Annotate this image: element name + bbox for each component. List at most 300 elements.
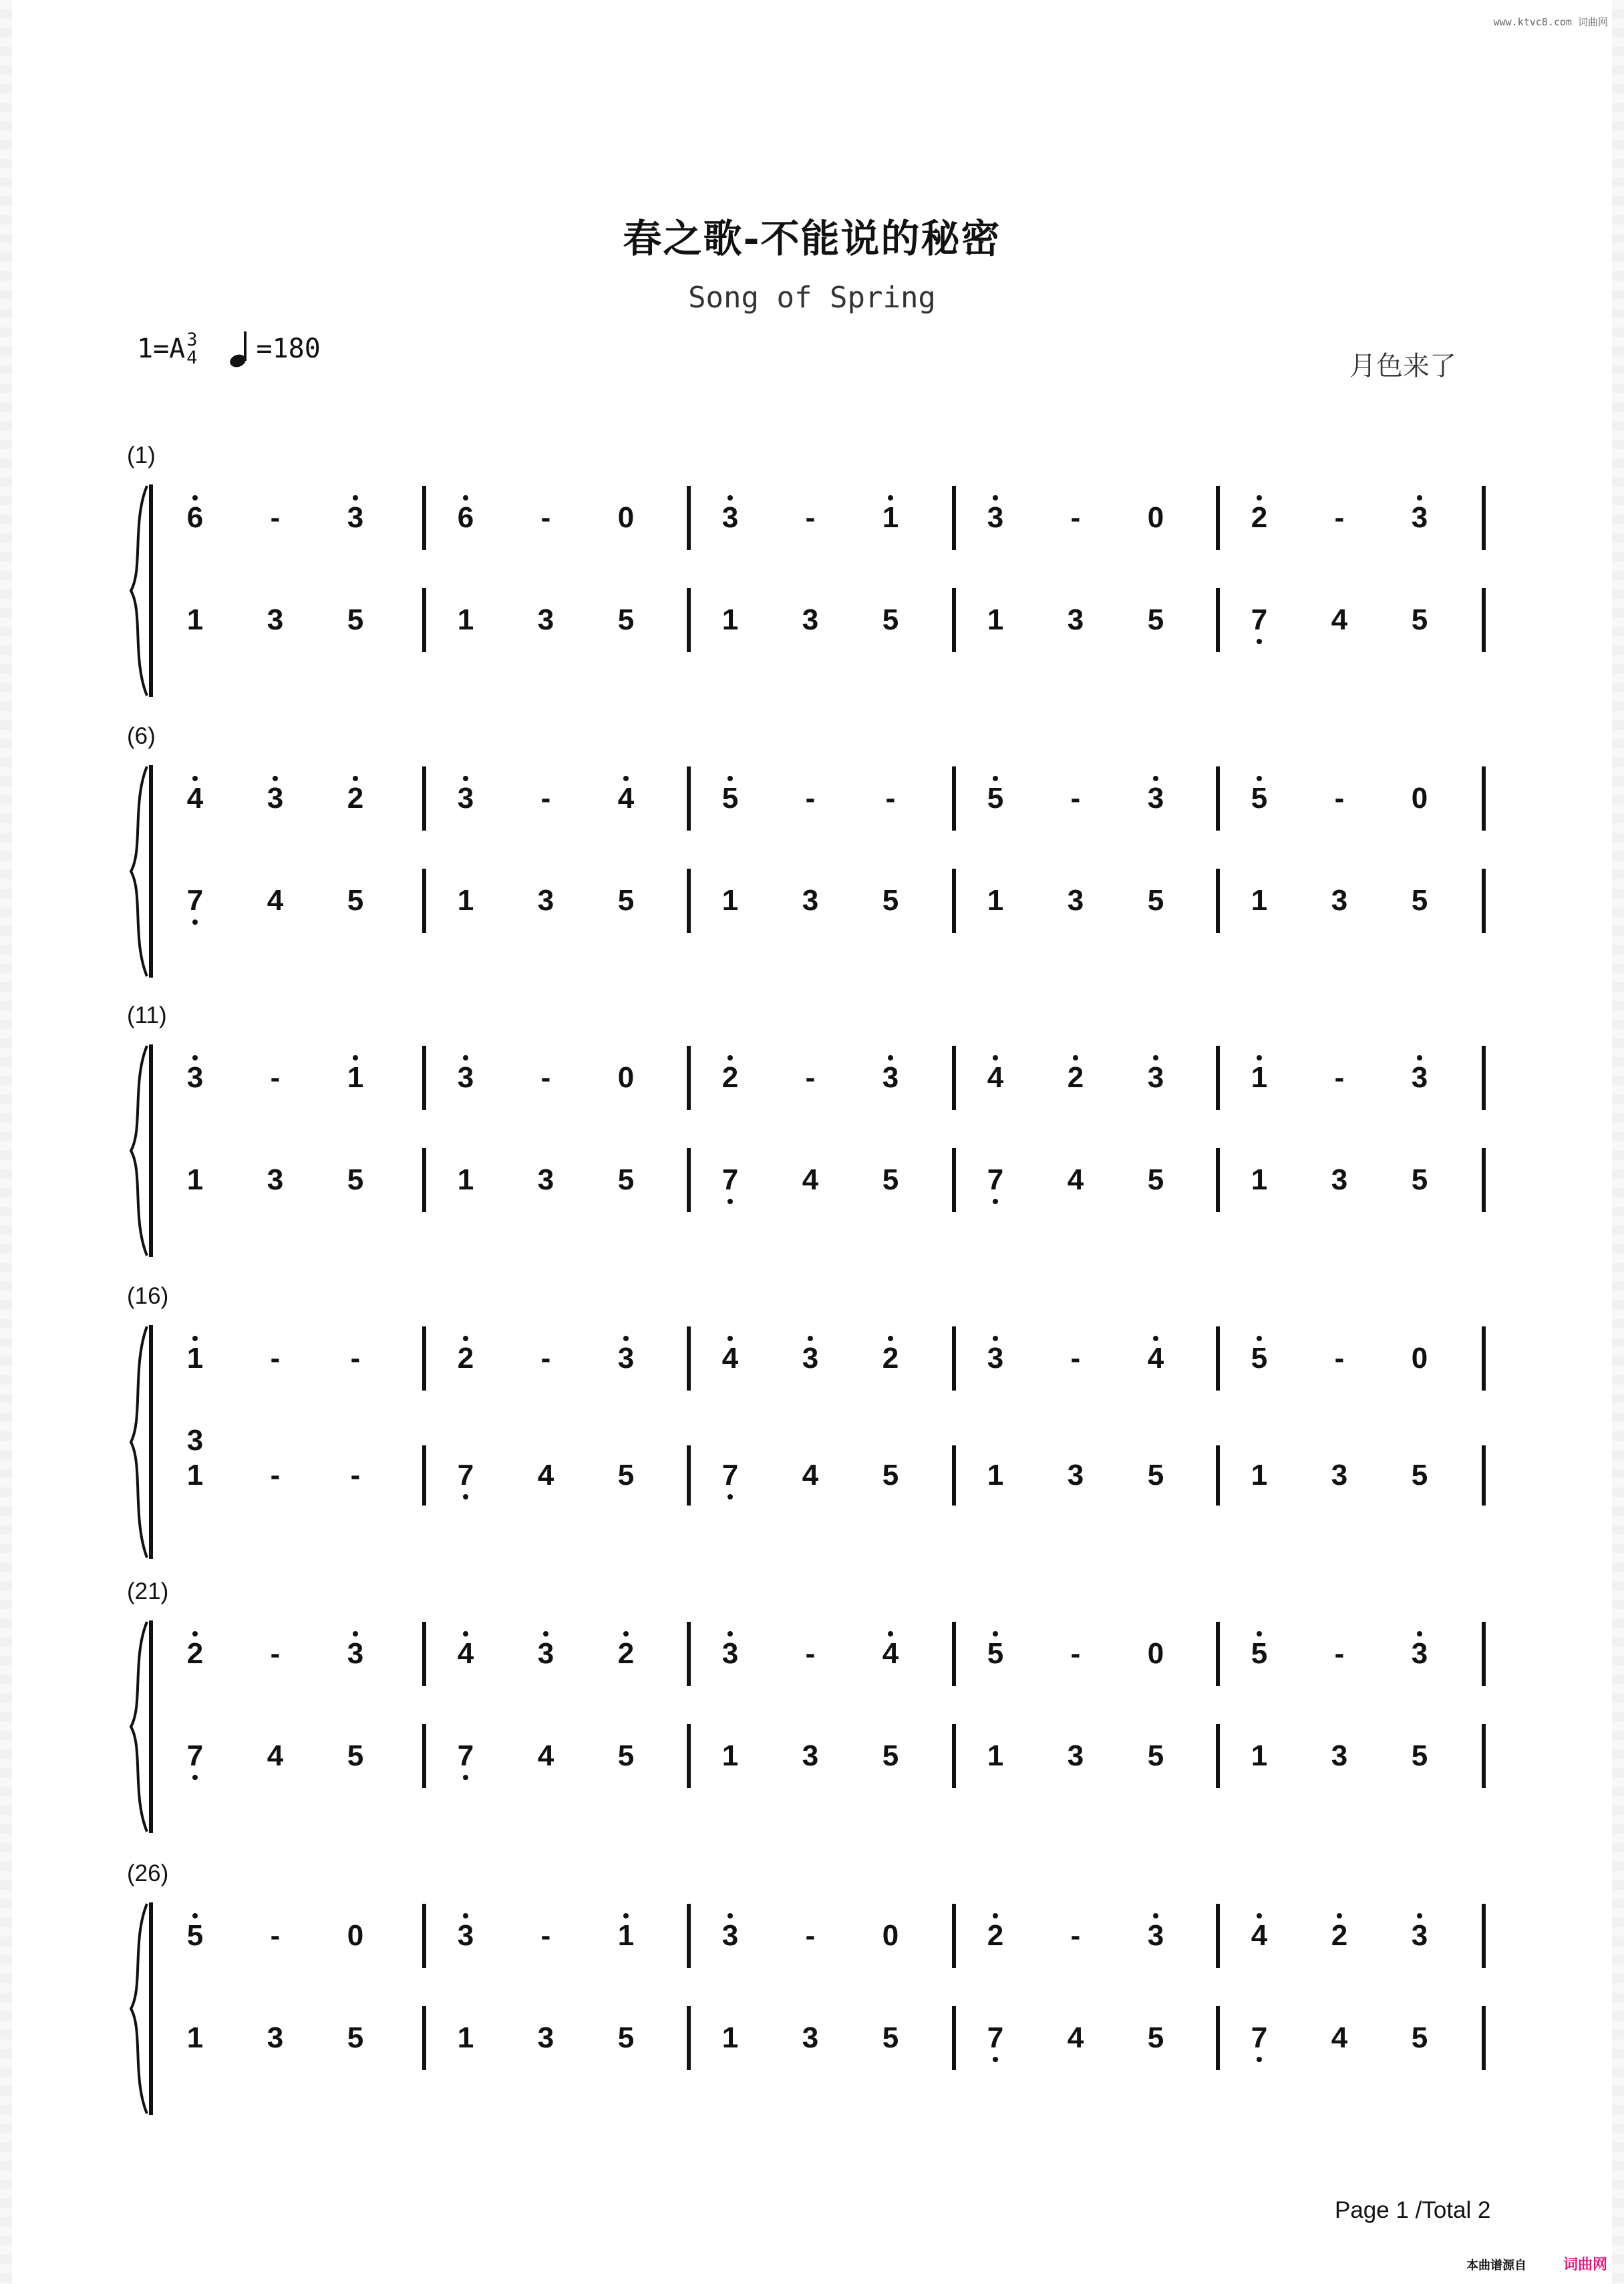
lower-note: 5 [882,1739,899,1772]
lower-note: 1 [457,2021,474,2054]
barline [1216,588,1220,652]
lower-note: 5 [617,1163,635,1196]
lower-note: 3 [537,884,554,917]
upper-note: 5 [975,1637,1015,1671]
lower-note: 5 [1147,1163,1164,1196]
upper-note: 5 [975,782,1015,815]
octave-up-dot [1417,1631,1422,1636]
barline [1216,1326,1220,1391]
upper-note: 4 [1136,1342,1176,1375]
key-text: 1=A [137,333,186,364]
time-top: 3 [186,329,198,350]
octave-up-dot [888,495,893,501]
bottom-watermark: 本曲谱源自 [1466,2259,1526,2273]
octave-up-dot [192,1913,198,1918]
barline [1482,486,1486,550]
system-start-line [149,1620,153,1833]
upper-note: 5 [1239,1637,1279,1671]
octave-down-dot [993,1199,998,1204]
upper-note: 2 [1055,1061,1096,1095]
upper-note: 6 [175,501,215,535]
left-margin-watermark-strip [0,0,12,2284]
barline [687,1326,691,1391]
octave-up-dot [1153,776,1158,781]
lower-note: 1 [721,884,739,917]
barline [422,1724,426,1788]
octave-up-dot [1417,1913,1422,1918]
octave-up-dot [888,1336,893,1341]
barline [1216,1046,1220,1110]
lower-note: 4 [802,1459,819,1491]
right-margin-watermark-strip [1612,0,1624,2284]
upper-note: 2 [446,1342,486,1375]
lower-note: 5 [1147,2021,1164,2054]
upper-note: 3 [446,1061,486,1095]
octave-down-dot [192,919,198,925]
barline [952,2006,956,2070]
lower-note: 1 [987,1459,1004,1491]
octave-up-dot [1417,1055,1422,1060]
upper-note: 2 [335,782,375,815]
octave-up-dot [463,1055,468,1060]
lower-note: 5 [347,1739,364,1772]
lower-note: 5 [617,603,635,636]
upper-note: - [270,501,281,534]
octave-up-dot [192,1631,198,1636]
lower-note: 5 [1411,1163,1428,1196]
upper-note: 2 [975,1919,1015,1953]
lower-note: 1 [721,2021,739,2054]
lower-note: 5 [1411,2021,1428,2054]
octave-down-dot [727,1494,733,1500]
upper-note: 0 [1411,1342,1428,1375]
upper-note: 3 [1400,1061,1440,1095]
lower-note: 3 [1331,1459,1348,1491]
octave-up-dot [463,776,468,781]
lower-note: - [270,1459,281,1491]
upper-note: 0 [617,501,635,534]
key-signature [137,329,321,369]
upper-note: - [805,1637,816,1670]
barline [1216,1148,1220,1212]
upper-note: 3 [870,1061,911,1095]
barline [1482,588,1486,652]
upper-note: 1 [175,1342,215,1375]
lower-note: 5 [1411,1459,1428,1491]
lower-note: 5 [1147,603,1164,636]
barline [422,766,426,831]
upper-note: 3 [710,1919,750,1953]
lower-note: 3 [267,2021,284,2054]
upper-note: - [270,1637,281,1670]
octave-up-dot [1257,1336,1262,1341]
upper-note: 4 [710,1342,750,1375]
lower-note: 4 [537,1739,554,1772]
upper-note: - [270,1919,281,1952]
upper-note: - [1334,1061,1345,1094]
barline [687,486,691,550]
barline [687,766,691,831]
upper-note: 2 [1319,1919,1359,1953]
octave-up-dot [1153,1913,1158,1918]
system-start-line [149,1902,153,2115]
upper-note: 3 [335,501,375,535]
octave-up-dot [353,776,358,781]
lower-note: 4 [267,884,284,917]
octave-up-dot [1257,495,1262,501]
barline [952,1326,956,1391]
octave-up-dot [993,1913,998,1918]
upper-note: - [1070,1342,1081,1375]
upper-note: 3 [526,1637,566,1671]
upper-note: 5 [710,782,750,815]
lower-note: 7 [446,1739,486,1773]
barline [687,1148,691,1212]
upper-note: 3 [710,501,750,535]
system-start-line [149,765,153,978]
barline [422,486,426,550]
lower-note: 4 [1331,2021,1348,2054]
composer: 月色来了 [1349,351,1456,382]
barline [1482,1326,1486,1391]
lower-note: 4 [537,1459,554,1491]
upper-note: 2 [870,1342,911,1375]
barline [952,1904,956,1968]
barline [422,1046,426,1110]
upper-note: 3 [790,1342,830,1375]
lower-note: 1 [457,884,474,917]
barline [1482,1046,1486,1110]
upper-note: - [270,1061,281,1094]
lower-note: 5 [1411,884,1428,917]
lower-note: 3 [537,1163,554,1196]
upper-note: - [805,782,816,815]
octave-up-dot [727,1631,733,1636]
upper-note: - [1070,501,1081,534]
upper-note: - [1070,1637,1081,1670]
lower-note: 5 [347,603,364,636]
barline [422,1904,426,1968]
upper-note: - [805,501,816,534]
barline [1216,766,1220,831]
upper-note: - [270,1342,281,1375]
lower-note: 5 [617,884,635,917]
lower-note: 1 [457,1163,474,1196]
upper-note: 2 [606,1637,646,1671]
barline [1482,2006,1486,2070]
lower-note: 7 [1239,603,1279,637]
barline [1216,1445,1220,1506]
lower-note: 5 [882,603,899,636]
octave-up-dot [1417,495,1422,501]
lower-note: 1 [1251,1739,1268,1772]
lower-note: 4 [1067,1163,1084,1196]
octave-up-dot [543,1631,548,1636]
barline [1482,766,1486,831]
lower-note: 7 [1239,2021,1279,2055]
barline [952,1724,956,1788]
barline [1482,1148,1486,1212]
upper-note: 2 [1239,501,1279,535]
system-label: (11) [127,1002,167,1028]
lower-note: 3 [802,1739,819,1772]
upper-note: - [805,1061,816,1094]
octave-up-dot [623,1336,629,1341]
barline [952,588,956,652]
time-signature [186,331,197,367]
lower-note: 5 [882,884,899,917]
barline [1482,1622,1486,1686]
octave-up-dot [727,776,733,781]
octave-up-dot [1257,1913,1262,1918]
lower-note: 3 [1331,1163,1348,1196]
upper-note: - [540,782,551,815]
octave-up-dot [192,1336,198,1341]
octave-up-dot [993,1631,998,1636]
upper-note: 3 [335,1637,375,1671]
barline [687,588,691,652]
tempo-text: =180 [256,333,321,364]
upper-note: - [805,1919,816,1952]
upper-note: - [1070,782,1081,815]
lower-note: 1 [1251,1459,1268,1491]
top-watermark: www.ktvc8.com 词曲网 [1493,16,1608,28]
lower-note: 5 [1411,603,1428,636]
upper-note: 2 [175,1637,215,1671]
system-label: (6) [127,723,156,749]
octave-up-dot [1153,1336,1158,1341]
lower-note: 1 [721,1739,739,1772]
lower-note: 4 [802,1163,819,1196]
upper-note: - [540,501,551,534]
upper-note: 1 [1239,1061,1279,1095]
system-label: (26) [127,1860,169,1886]
barline [1482,1724,1486,1788]
upper-note: - [1334,501,1345,534]
upper-note: 4 [1239,1919,1279,1953]
barline [952,486,956,550]
barline [952,1622,956,1686]
lower-note: 3 [1067,603,1084,636]
lower-note: 3 [802,884,819,917]
system-start-line [149,1325,153,1559]
lower-note: 5 [617,1739,635,1772]
barline [422,1326,426,1391]
lower-note: 1 [987,1739,1004,1772]
lower-note: 5 [617,1459,635,1491]
octave-up-dot [273,776,278,781]
octave-up-dot [808,1336,813,1341]
lower-note: 7 [710,1459,750,1492]
upper-note: 3 [710,1637,750,1671]
upper-note: 0 [617,1061,635,1094]
barline [952,1148,956,1212]
lower-note: 5 [347,1163,364,1196]
lower-note: 5 [882,1163,899,1196]
lower-note: 5 [1147,1459,1164,1491]
barline [422,588,426,652]
upper-note: 3 [1400,1637,1440,1671]
upper-note: - [350,1342,361,1375]
upper-note: 4 [606,782,646,815]
upper-note: 3 [175,1061,215,1095]
barline [1482,1445,1486,1506]
lower-note: 1 [987,884,1004,917]
lower-note: 3 [1067,1739,1084,1772]
barline [422,869,426,933]
lower-note: 3 [537,603,554,636]
octave-up-dot [1257,776,1262,781]
upper-note: - [1334,782,1345,815]
octave-up-dot [1073,1055,1078,1060]
upper-note: 5 [175,1919,215,1953]
upper-note: 4 [975,1061,1015,1095]
bottom-watermark-brand: 词曲网 [1563,2257,1608,2273]
barline [687,1724,691,1788]
upper-note: 0 [882,1919,899,1952]
barline [1216,869,1220,933]
barline [422,1622,426,1686]
system-label: (16) [127,1283,169,1309]
upper-note: 3 [255,782,295,815]
octave-up-dot [192,495,198,501]
barline [422,2006,426,2070]
octave-up-dot [353,1631,358,1636]
lower-note: 1 [721,603,739,636]
lower-note: 1 [1251,1163,1268,1196]
barline [687,2006,691,2070]
barline [952,869,956,933]
upper-note: 5 [1239,782,1279,815]
lower-note: 1 [186,603,204,636]
octave-up-dot [623,776,629,781]
barline [687,869,691,933]
octave-up-dot [993,776,998,781]
lower-note: - [350,1459,361,1491]
upper-note: 1 [335,1061,375,1095]
upper-note: - [1334,1342,1345,1375]
lower-note: 7 [710,1163,750,1197]
barline [687,1445,691,1506]
upper-note: 6 [446,501,486,535]
octave-up-dot [192,1055,198,1060]
lower-note: 1 [186,1163,204,1196]
lower-note: 3 [802,2021,819,2054]
upper-note: 4 [870,1637,911,1671]
upper-note: 1 [870,501,911,535]
lower-note: 3 [537,2021,554,2054]
octave-up-dot [727,495,733,501]
octave-up-dot [727,1055,733,1060]
lower-note: 1 [186,2021,204,2054]
chord-upper-note: 3 [186,1424,204,1457]
system-start-line [149,1044,153,1257]
lower-note: 3 [1067,1459,1084,1491]
octave-up-dot [993,495,998,501]
upper-note: 3 [1136,782,1176,815]
octave-up-dot [1257,1055,1262,1060]
octave-down-dot [1257,639,1262,644]
octave-down-dot [192,1775,198,1780]
octave-down-dot [463,1494,468,1500]
upper-note: 3 [1136,1919,1176,1953]
lower-note: 3 [267,603,284,636]
octave-up-dot [1153,1055,1158,1060]
upper-note: 0 [1147,1637,1164,1670]
lower-note: 5 [1411,1739,1428,1772]
octave-down-dot [1257,2057,1262,2062]
lower-note: 1 [987,603,1004,636]
lower-note: 5 [617,2021,635,2054]
lower-note: 7 [975,1163,1015,1197]
lower-note: 4 [267,1739,284,1772]
barline [687,1904,691,1968]
page-title: 春之歌-不能说的秘密 [623,216,1001,261]
lower-note: 7 [175,1739,215,1773]
octave-up-dot [993,1336,998,1341]
upper-note: 2 [710,1061,750,1095]
octave-down-dot [727,1199,733,1204]
upper-note: 5 [1239,1342,1279,1375]
octave-up-dot [727,1913,733,1918]
lower-note: 7 [175,884,215,917]
barline [1216,486,1220,550]
barline [422,1445,426,1506]
upper-note: 0 [1147,501,1164,534]
octave-up-dot [623,1631,629,1636]
lower-note: 3 [802,603,819,636]
lower-note: 5 [882,1459,899,1491]
octave-up-dot [463,495,468,501]
upper-note: - [1334,1637,1345,1670]
upper-note: 1 [606,1919,646,1953]
barline [687,1622,691,1686]
lower-note: 5 [347,884,364,917]
barline [1216,1724,1220,1788]
octave-up-dot [623,1913,629,1918]
upper-note: 4 [175,782,215,815]
octave-up-dot [993,1055,998,1060]
upper-note: - [540,1342,551,1375]
upper-note: 3 [1400,501,1440,535]
barline [1216,1904,1220,1968]
barline [952,766,956,831]
octave-up-dot [463,1631,468,1636]
octave-up-dot [192,776,198,781]
page-subtitle: Song of Spring [688,281,936,315]
lower-note: 1 [457,603,474,636]
system-start-line [149,484,153,697]
upper-note: 0 [347,1919,364,1952]
upper-note: 3 [446,782,486,815]
lower-note: 5 [1147,1739,1164,1772]
upper-note: 3 [975,501,1015,535]
upper-note: 3 [606,1342,646,1375]
quarter-note-icon [228,329,257,369]
octave-up-dot [353,495,358,501]
barline [952,1046,956,1110]
upper-note: 0 [1411,782,1428,815]
time-bottom: 4 [186,347,198,368]
lower-note: 3 [1331,884,1348,917]
lower-note: 1 [1251,884,1268,917]
barline [687,1046,691,1110]
octave-up-dot [1257,1631,1262,1636]
upper-note: 3 [975,1342,1015,1375]
lower-note: 1 [186,1459,204,1491]
upper-note: - [1070,1919,1081,1952]
barline [952,1445,956,1506]
